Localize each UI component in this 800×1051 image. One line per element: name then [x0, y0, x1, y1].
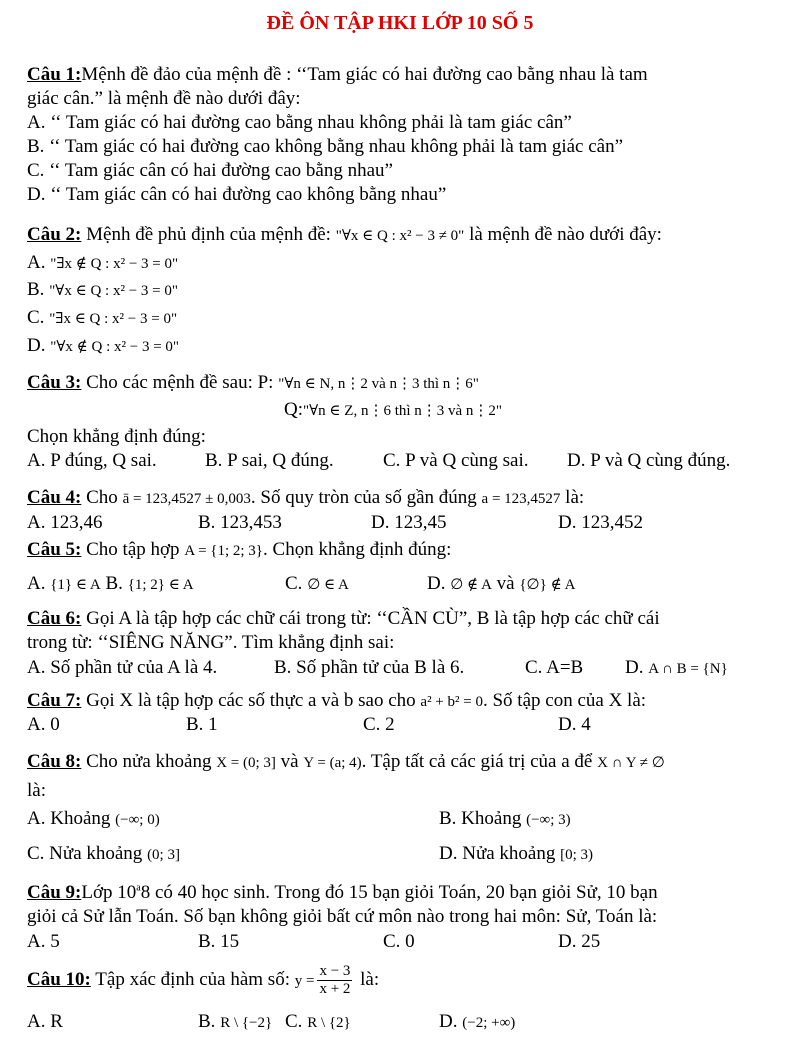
question-label: Câu 4: [27, 487, 82, 508]
option-c: R \ {2} [307, 1015, 351, 1031]
question-text: Gọi A là tập hợp các chữ cái trong từ: ‘‘CẦN CÙ”, B là tập hợp các chữ cái [81, 608, 660, 629]
option-b: B. P sai, Q đúng. [205, 450, 334, 471]
fraction [317, 963, 352, 998]
math-expression: a² + b² = 0 [420, 694, 483, 710]
option-a: {1} ∈ A [50, 577, 101, 593]
question-label: Câu 6: [27, 608, 82, 629]
statement-q: "∀n ∈ Z, n⋮6 thì n⋮3 và n⋮2" [303, 403, 503, 419]
option-d: D. 25 [558, 931, 601, 952]
option-a: A. ‘‘ Tam giác có hai đường cao bằng nhau không phải là tam giác cân” [27, 112, 572, 133]
option-b: (−∞; 3) [526, 812, 571, 828]
option-d-second: {∅} ∉ A [519, 577, 576, 593]
class-superscript: a [136, 882, 141, 894]
option-d-and: và [491, 573, 520, 594]
option-a: A. 123,46 [27, 512, 103, 533]
question-text: Mệnh đề phủ định của mệnh đề: [81, 224, 336, 245]
option-d: (−2; +∞) [462, 1015, 516, 1031]
question-text: Cho nửa khoảng [81, 751, 217, 772]
function-y: y = [294, 973, 315, 989]
option-a-key: A. [27, 252, 51, 273]
question-text: Gọi X là tập hợp các số thực a và b sao cho [81, 690, 421, 711]
option-d: D. ‘‘ Tam giác cân có hai đường cao không bằng nhau” [27, 184, 447, 205]
option-a: A. P đúng, Q sai. [27, 450, 157, 471]
option-c: ∅ ∈ A [307, 577, 349, 593]
fraction-denominator: x + 2 [319, 981, 351, 998]
option-b-key: B. [198, 1011, 221, 1032]
option-d: D. 4 [558, 714, 591, 735]
question-text: Cho các mệnh đề sau: P: [81, 372, 279, 393]
question-text: là: [560, 487, 585, 508]
option-c: C. 2 [363, 714, 395, 735]
option-a: A. R [27, 1011, 63, 1032]
option-b-key: B. [27, 279, 50, 300]
option-c-key: C. [285, 1011, 308, 1032]
option-b: B. 1 [186, 714, 218, 735]
math-expression: "∀x ∈ Q : x² − 3 ≠ 0" [335, 228, 465, 244]
question-text: là: [27, 780, 46, 801]
option-b: B. Số phần tử của B là 6. [274, 657, 465, 678]
question-label: Câu 9: [27, 882, 82, 903]
option-b-key: B. [100, 573, 128, 594]
option-a-key: A. [27, 573, 51, 594]
math-expression: a = 123,4527 [481, 491, 561, 507]
option-b: "∀x ∈ Q : x² − 3 = 0" [49, 283, 179, 299]
question-label: Câu 1: [27, 64, 82, 85]
option-d-key: D. [625, 657, 649, 678]
option-a: A. 0 [27, 714, 60, 735]
question-text: . Số tập con của X là: [482, 690, 647, 711]
option-c: (0; 3] [147, 847, 180, 863]
question-text: Cho [81, 487, 123, 508]
option-d-key: D. [427, 573, 451, 594]
question-label: Câu 3: [27, 372, 82, 393]
question-label: Câu 5: [27, 539, 82, 560]
statement-p: "∀n ∈ N, n⋮2 và n⋮3 thì n⋮6" [278, 376, 479, 392]
condition: X ∩ Y ≠ ∅ [597, 755, 665, 771]
question-text: . Chọn khẳng định đúng: [263, 539, 452, 560]
option-c-key: C. [27, 307, 50, 328]
option-d: D. P và Q cùng đúng. [567, 450, 731, 471]
option-c-key: C. Nửa khoảng [27, 843, 148, 864]
option-c: "∃x ∈ Q : x² − 3 = 0" [49, 311, 178, 327]
set-x: X = (0; 3] [216, 755, 276, 771]
option-d: D. 123,452 [558, 512, 643, 533]
question-text: trong từ: ‘‘SIÊNG NĂNG”. Tìm khẳng định sai: [27, 632, 395, 653]
question-text: . Tập tất cả các giá trị của a để [361, 751, 598, 772]
question-text: . Số quy tròn của số gần đúng [250, 487, 482, 508]
option-b: B. ‘‘ Tam giác có hai đường cao không bằng nhau không phải là tam giác cân” [27, 136, 624, 157]
question-text: Tập xác định của hàm số: [90, 969, 295, 990]
math-expression: A = {1; 2; 3} [184, 543, 264, 559]
question-text: giỏi cả Sử lẫn Toán. Số bạn không giỏi bất cứ môn nào trong hai môn: Sử, Toán là: [27, 906, 658, 927]
page-title: ĐỀ ÔN TẬP HKI LỚP 10 SỐ 5 [266, 12, 534, 34]
option-c: C. P và Q cùng sai. [383, 450, 529, 471]
question-text: là: [355, 969, 380, 990]
option-d-key: D. [27, 335, 51, 356]
question-label: Câu 10: [27, 969, 91, 990]
option-a-key: A. Khoảng [27, 808, 116, 829]
option-a: (−∞; 0) [115, 812, 160, 828]
question-text: Cho tập hợp [81, 539, 185, 560]
option-d: A ∩ B = {N} [648, 661, 728, 677]
option-b: {1; 2} ∈ A [127, 577, 194, 593]
option-c: C. 0 [383, 931, 415, 952]
option-b: B. 123,453 [198, 512, 282, 533]
question-text: Lớp 10 [81, 882, 137, 903]
set-y: Y = (a; 4) [303, 755, 362, 771]
question-text: giác cân.” là mệnh đề nào dưới đây: [27, 88, 301, 109]
option-c: D. 123,45 [371, 512, 447, 533]
option-d: "∀x ∉ Q : x² − 3 = 0" [50, 339, 180, 355]
question-text: là mệnh đề nào dưới đây: [464, 224, 662, 245]
math-expression: ā = 123,4527 ± 0,003 [122, 491, 251, 507]
option-b-key: B. Khoảng [439, 808, 527, 829]
question-label: Câu 7: [27, 690, 82, 711]
option-a: A. Số phần tử của A là 4. [27, 657, 218, 678]
option-d: ∅ ∉ A [450, 577, 492, 593]
question-text: Mệnh đề đảo của mệnh đề : ‘‘Tam giác có hai đường cao bằng nhau là tam [81, 64, 648, 85]
question-label: Câu 8: [27, 751, 82, 772]
option-d-key: D. [439, 1011, 463, 1032]
question-text: và [275, 751, 304, 772]
statement-q-label: Q: [284, 399, 303, 420]
option-c: C. ‘‘ Tam giác cân có hai đường cao bằng nhau” [27, 160, 393, 181]
question-label: Câu 2: [27, 224, 82, 245]
option-a: "∃x ∉ Q : x² − 3 = 0" [50, 256, 179, 272]
option-c: C. A=B [525, 657, 584, 678]
option-c-key: C. [285, 573, 308, 594]
option-d: [0; 3) [560, 847, 594, 863]
option-b: B. 15 [198, 931, 240, 952]
option-a: A. 5 [27, 931, 60, 952]
option-b: R \ {−2} [220, 1015, 273, 1031]
question-text: 8 có 40 học sinh. Trong đó 15 bạn giỏi Toán, 20 bạn giỏi Sử, 10 bạn [140, 882, 658, 903]
question-text: Chọn khẳng định đúng: [27, 426, 206, 447]
fraction-numerator: x − 3 [319, 963, 351, 980]
option-d-key: D. Nửa khoảng [439, 843, 561, 864]
